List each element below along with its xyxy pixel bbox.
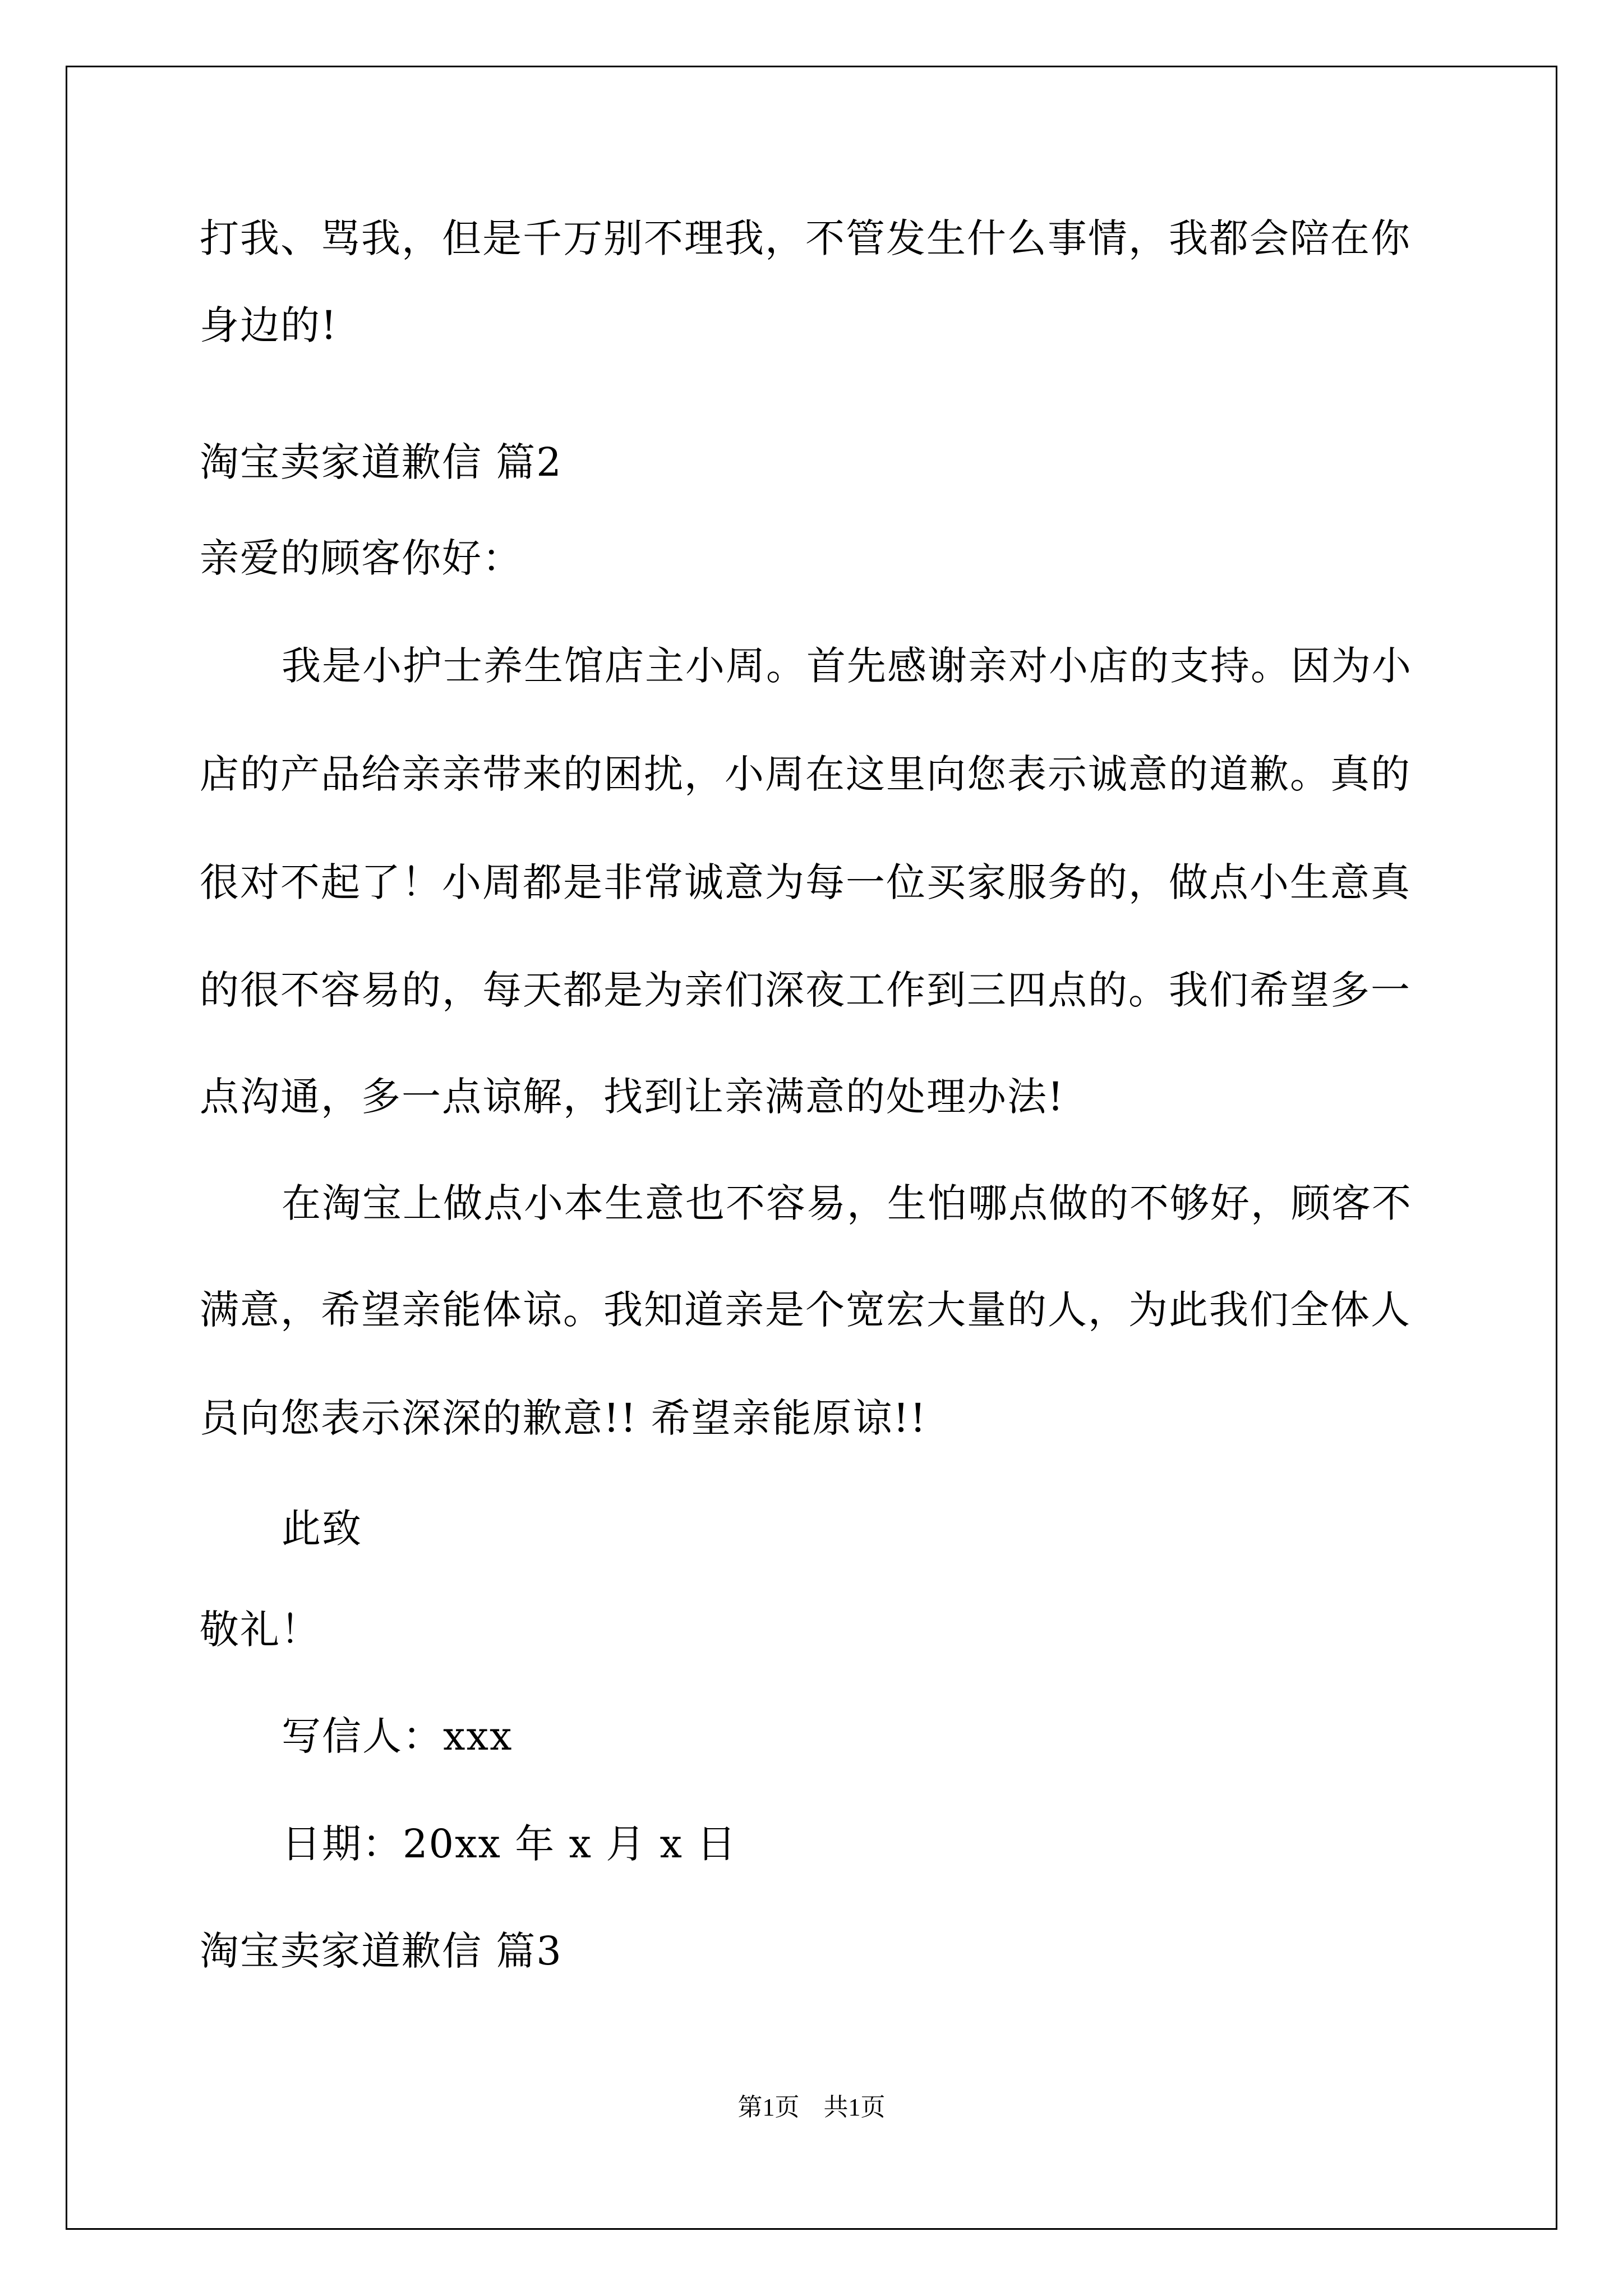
paragraph-line: 在淘宝上做点小本生意也不容易，生怕哪点做的不够好，顾客不 xyxy=(282,1180,1412,1226)
paragraph-line: 身边的! xyxy=(200,302,338,348)
page-border xyxy=(66,66,1557,2230)
section-heading: 淘宝卖家道歉信 篇2 xyxy=(200,439,562,485)
page-footer xyxy=(0,2091,1623,2124)
signature-line: 写信人：xxx xyxy=(282,1713,513,1759)
paragraph-line: 员向您表示深深的歉意!! 希望亲能原谅!! xyxy=(200,1395,927,1441)
page-total: 共1页 xyxy=(823,2093,886,2121)
paragraph-line: 我是小护士养生馆店主小周。首先感谢亲对小店的支持。因为小 xyxy=(282,643,1412,689)
section-heading: 淘宝卖家道歉信 篇3 xyxy=(200,1928,562,1974)
paragraph-line: 店的产品给亲亲带来的困扰，小周在这里向您表示诚意的道歉。真的 xyxy=(200,751,1411,797)
closing-salute: 敬礼！ xyxy=(200,1607,321,1653)
paragraph-line: 满意，希望亲能体谅。我知道亲是个宽宏大量的人，为此我们全体人 xyxy=(200,1287,1411,1333)
paragraph-line: 打我、骂我，但是千万别不理我，不管发生什么事情，我都会陪在你 xyxy=(200,215,1411,261)
paragraph-line: 点沟通，多一点谅解，找到让亲满意的处理办法! xyxy=(200,1074,1065,1120)
closing-line: 此致 xyxy=(282,1506,362,1552)
paragraph-line: 很对不起了！小周都是非常诚意为每一位买家服务的，做点小生意真 xyxy=(200,859,1411,905)
page-number: 第1页 xyxy=(737,2093,800,2121)
date-line: 日期：20xx 年 x 月 x 日 xyxy=(282,1821,737,1867)
salutation: 亲爱的顾客你好： xyxy=(200,535,523,581)
paragraph-line: 的很不容易的，每天都是为亲们深夜工作到三四点的。我们希望多一 xyxy=(200,967,1411,1013)
